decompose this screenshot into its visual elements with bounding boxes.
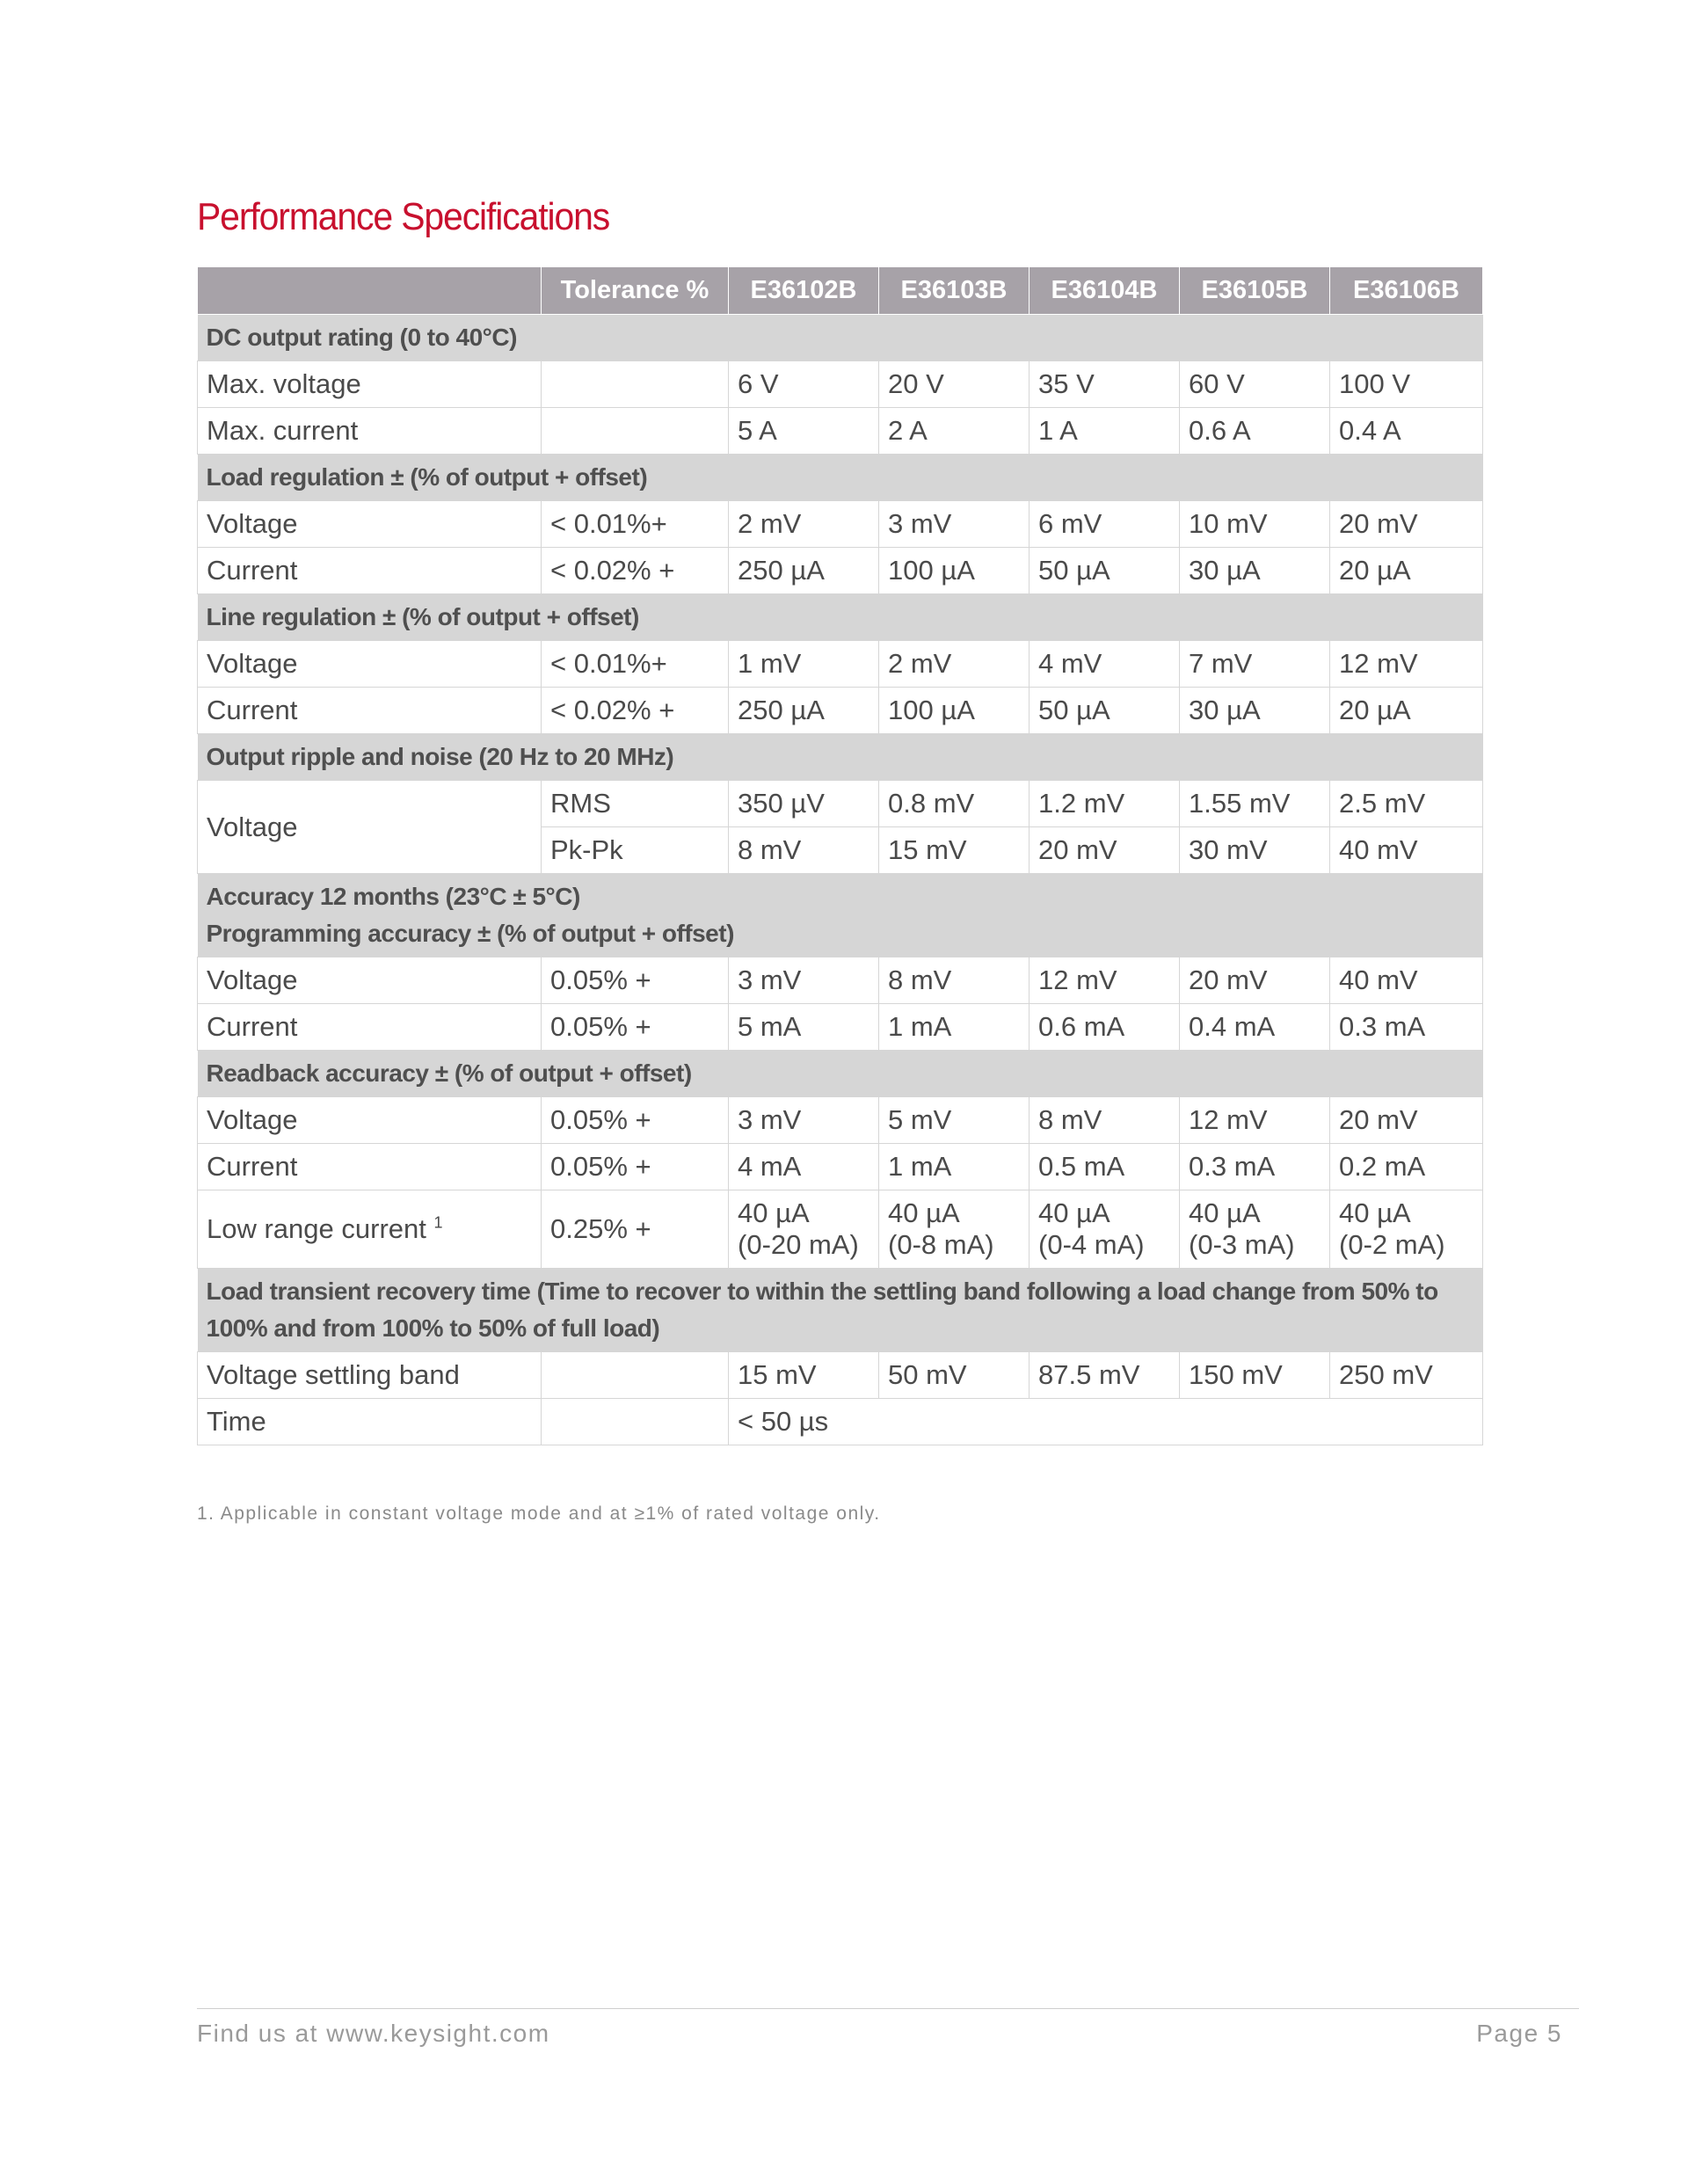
range-text: (0-3 mA) bbox=[1189, 1229, 1295, 1260]
value-cell: 12 mV bbox=[1330, 641, 1483, 688]
header-model: E36103B bbox=[879, 267, 1030, 315]
range-text: (0-4 mA) bbox=[1038, 1229, 1145, 1260]
row-label: Voltage bbox=[198, 641, 542, 688]
value-cell: 50 µA bbox=[1030, 548, 1180, 594]
value-cell: 8 mV bbox=[729, 827, 879, 874]
table-row bbox=[198, 1097, 1483, 1144]
value-cell: 250 mV bbox=[1330, 1352, 1483, 1399]
value-cell: 7 mV bbox=[1180, 641, 1330, 688]
tolerance-cell: 0.05% + bbox=[542, 1097, 729, 1144]
tolerance-cell: < 0.01%+ bbox=[542, 501, 729, 548]
value-cell: 1 mV bbox=[729, 641, 879, 688]
tolerance-cell bbox=[542, 361, 729, 408]
table-row bbox=[198, 1190, 1483, 1269]
value-cell: 30 mV bbox=[1180, 827, 1330, 874]
value-cell: 250 µA bbox=[729, 548, 879, 594]
header-model: E36102B bbox=[729, 267, 879, 315]
tolerance-cell: < 0.02% + bbox=[542, 688, 729, 734]
value-cell: 1 mA bbox=[879, 1144, 1030, 1190]
range-text: (0-8 mA) bbox=[888, 1229, 994, 1260]
section-accuracy-line2: Programming accuracy ± (% of output + offset) bbox=[206, 920, 734, 947]
value-cell: 100 V bbox=[1330, 361, 1483, 408]
header-tolerance: Tolerance % bbox=[542, 267, 729, 315]
value-cell: 15 mV bbox=[879, 827, 1030, 874]
section-row bbox=[198, 594, 1483, 641]
section-load-transient: Load transient recovery time (Time to recover to within the settling band following a load change from 50% to 100% and from 100% to 50% of full load) bbox=[198, 1269, 1483, 1352]
value-cell: 12 mV bbox=[1180, 1097, 1330, 1144]
table-row bbox=[198, 501, 1483, 548]
tolerance-cell: RMS bbox=[542, 781, 729, 827]
value-cell: 35 V bbox=[1030, 361, 1180, 408]
value-cell: 1.2 mV bbox=[1030, 781, 1180, 827]
tolerance-cell: 0.05% + bbox=[542, 957, 729, 1004]
value-cell: 50 µA bbox=[1030, 688, 1180, 734]
value-cell: < 50 µs bbox=[729, 1399, 1483, 1445]
value-cell: 2.5 mV bbox=[1330, 781, 1483, 827]
tolerance-cell: < 0.01%+ bbox=[542, 641, 729, 688]
page-title: Performance Specifications bbox=[197, 195, 610, 238]
table-row bbox=[198, 781, 1483, 827]
row-label: Max. current bbox=[198, 408, 542, 455]
tolerance-cell bbox=[542, 1352, 729, 1399]
value-cell: 40 mV bbox=[1330, 827, 1483, 874]
value-cell: 20 V bbox=[879, 361, 1030, 408]
footnote: 1. Applicable in constant voltage mode and at ≥1% of rated voltage only. bbox=[197, 1503, 881, 1524]
value-cell: 0.5 mA bbox=[1030, 1144, 1180, 1190]
tolerance-cell: 0.05% + bbox=[542, 1144, 729, 1190]
value-cell: 40 mV bbox=[1330, 957, 1483, 1004]
footer-website: Find us at www.keysight.com bbox=[197, 2020, 550, 2047]
value-cell: 2 mV bbox=[729, 501, 879, 548]
value-cell: 1 A bbox=[1030, 408, 1180, 455]
value-cell: 1 mA bbox=[879, 1004, 1030, 1051]
value-cell: 8 mV bbox=[879, 957, 1030, 1004]
value-cell: 30 µA bbox=[1180, 688, 1330, 734]
tolerance-cell: 0.25% + bbox=[542, 1190, 729, 1269]
value-cell: 20 mV bbox=[1330, 1097, 1483, 1144]
table-header-row bbox=[198, 267, 1483, 315]
value-cell: 8 mV bbox=[1030, 1097, 1180, 1144]
table-row bbox=[198, 957, 1483, 1004]
row-label: Voltage bbox=[198, 957, 542, 1004]
value-cell: 1.55 mV bbox=[1180, 781, 1330, 827]
value-cell: 0.8 mV bbox=[879, 781, 1030, 827]
value-cell: 4 mV bbox=[1030, 641, 1180, 688]
value-cell: 10 mV bbox=[1180, 501, 1330, 548]
section-dc-output: DC output rating (0 to 40°C) bbox=[198, 315, 1483, 361]
value-cell: 3 mV bbox=[879, 501, 1030, 548]
section-row bbox=[198, 734, 1483, 781]
value-cell: 5 mV bbox=[879, 1097, 1030, 1144]
row-label: Voltage bbox=[198, 781, 542, 874]
tolerance-cell bbox=[542, 1399, 729, 1445]
range-text: (0-20 mA) bbox=[738, 1229, 859, 1260]
value-cell: 350 µV bbox=[729, 781, 879, 827]
row-label: Time bbox=[198, 1399, 542, 1445]
section-row bbox=[198, 1269, 1483, 1352]
value-cell: 87.5 mV bbox=[1030, 1352, 1180, 1399]
row-label-text: Low range current bbox=[207, 1213, 426, 1244]
header-cell-empty bbox=[198, 267, 542, 315]
page-number: Page 5 bbox=[1476, 2020, 1562, 2047]
row-label: Current bbox=[198, 1144, 542, 1190]
value-cell: 3 mV bbox=[729, 957, 879, 1004]
value-cell: 20 mV bbox=[1030, 827, 1180, 874]
value-cell: 20 µA bbox=[1330, 548, 1483, 594]
value-cell: 20 mV bbox=[1330, 501, 1483, 548]
table-row bbox=[198, 1399, 1483, 1445]
header-model: E36105B bbox=[1180, 267, 1330, 315]
performance-spec-table bbox=[197, 266, 1483, 1445]
value-cell bbox=[879, 1190, 1030, 1269]
value-cell: 100 µA bbox=[879, 548, 1030, 594]
tolerance-cell: < 0.02% + bbox=[542, 548, 729, 594]
value-cell: 30 µA bbox=[1180, 548, 1330, 594]
table-row bbox=[198, 361, 1483, 408]
section-row bbox=[198, 1051, 1483, 1097]
value-cell: 15 mV bbox=[729, 1352, 879, 1399]
value-cell: 2 A bbox=[879, 408, 1030, 455]
row-label: Max. voltage bbox=[198, 361, 542, 408]
row-label: Voltage bbox=[198, 1097, 542, 1144]
value-cell: 3 mV bbox=[729, 1097, 879, 1144]
footnote-marker: 1 bbox=[433, 1213, 443, 1232]
value-cell: 2 mV bbox=[879, 641, 1030, 688]
value-cell: 0.2 mA bbox=[1330, 1144, 1483, 1190]
table-row bbox=[198, 548, 1483, 594]
header-model: E36104B bbox=[1030, 267, 1180, 315]
value-cell: 0.3 mA bbox=[1180, 1144, 1330, 1190]
section-accuracy bbox=[198, 874, 1483, 957]
value-cell: 0.6 A bbox=[1180, 408, 1330, 455]
value-cell: 5 mA bbox=[729, 1004, 879, 1051]
table-row bbox=[198, 408, 1483, 455]
value-cell: 0.4 mA bbox=[1180, 1004, 1330, 1051]
value-cell bbox=[1180, 1190, 1330, 1269]
value-text: 40 µA bbox=[1038, 1198, 1110, 1228]
tolerance-cell: 0.05% + bbox=[542, 1004, 729, 1051]
value-cell: 60 V bbox=[1180, 361, 1330, 408]
section-ripple-noise: Output ripple and noise (20 Hz to 20 MHz) bbox=[198, 734, 1483, 781]
tolerance-cell bbox=[542, 408, 729, 455]
value-cell bbox=[729, 1190, 879, 1269]
section-row bbox=[198, 455, 1483, 501]
value-cell: 0.3 mA bbox=[1330, 1004, 1483, 1051]
value-cell: 250 µA bbox=[729, 688, 879, 734]
range-text: (0-2 mA) bbox=[1339, 1229, 1445, 1260]
table-row bbox=[198, 1004, 1483, 1051]
section-line-regulation: Line regulation ± (% of output + offset) bbox=[198, 594, 1483, 641]
header-model: E36106B bbox=[1330, 267, 1483, 315]
value-cell: 20 mV bbox=[1180, 957, 1330, 1004]
value-cell: 5 A bbox=[729, 408, 879, 455]
table-row bbox=[198, 641, 1483, 688]
table-row bbox=[198, 688, 1483, 734]
footer-divider bbox=[197, 2008, 1579, 2009]
tolerance-cell: Pk-Pk bbox=[542, 827, 729, 874]
value-cell: 50 mV bbox=[879, 1352, 1030, 1399]
row-label: Current bbox=[198, 548, 542, 594]
row-label: Current bbox=[198, 1004, 542, 1051]
row-label: Voltage bbox=[198, 501, 542, 548]
value-cell: 0.4 A bbox=[1330, 408, 1483, 455]
value-cell: 150 mV bbox=[1180, 1352, 1330, 1399]
table-row bbox=[198, 1352, 1483, 1399]
value-cell: 0.6 mA bbox=[1030, 1004, 1180, 1051]
row-label: Voltage settling band bbox=[198, 1352, 542, 1399]
value-cell: 100 µA bbox=[879, 688, 1030, 734]
value-cell: 6 mV bbox=[1030, 501, 1180, 548]
section-readback: Readback accuracy ± (% of output + offset) bbox=[198, 1051, 1483, 1097]
value-text: 40 µA bbox=[738, 1198, 810, 1228]
value-cell bbox=[1330, 1190, 1483, 1269]
row-label: Current bbox=[198, 688, 542, 734]
value-cell: 12 mV bbox=[1030, 957, 1180, 1004]
section-accuracy-line1: Accuracy 12 months (23°C ± 5°C) bbox=[206, 883, 580, 910]
value-cell bbox=[1030, 1190, 1180, 1269]
section-row bbox=[198, 874, 1483, 957]
table-row bbox=[198, 1144, 1483, 1190]
section-load-regulation: Load regulation ± (% of output + offset) bbox=[198, 455, 1483, 501]
row-label bbox=[198, 1190, 542, 1269]
value-text: 40 µA bbox=[1189, 1198, 1261, 1228]
section-row bbox=[198, 315, 1483, 361]
value-text: 40 µA bbox=[1339, 1198, 1411, 1228]
value-text: 40 µA bbox=[888, 1198, 960, 1228]
value-cell: 4 mA bbox=[729, 1144, 879, 1190]
value-cell: 20 µA bbox=[1330, 688, 1483, 734]
value-cell: 6 V bbox=[729, 361, 879, 408]
